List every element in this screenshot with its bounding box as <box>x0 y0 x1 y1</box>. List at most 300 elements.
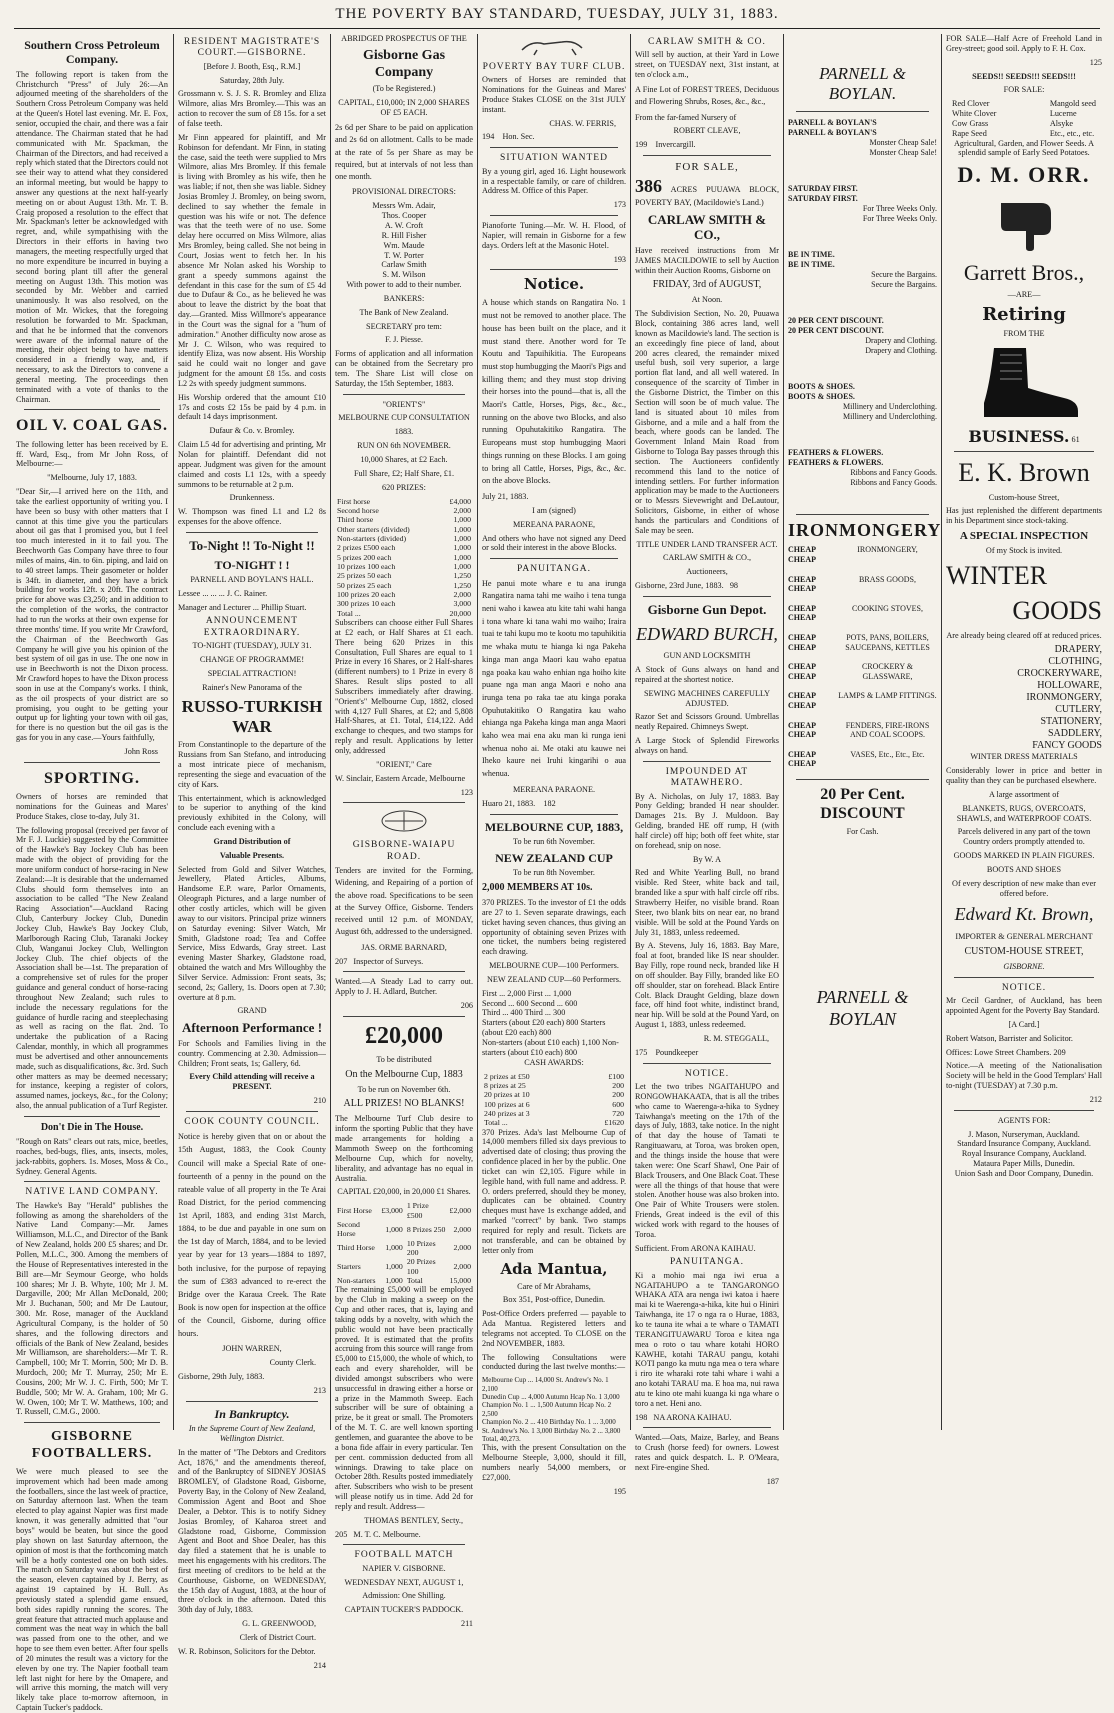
prize-row <box>335 497 473 506</box>
bankruptcy-solicitor: W. R. Robinson, Solicitors for the Debtor. <box>178 1646 316 1656</box>
orient: "ORIENT'S" <box>382 399 426 409</box>
tonight-date: TO-NIGHT (TUESDAY), JULY 31. <box>192 641 312 651</box>
court-para-4: Claim L5 4d for advertising and printing, Mr Nolan for plaintiff. Defendant did not appear. Judgment was given for the amount claimed and costs L1 12s, with a speedy summons to be returnable at 2 p.m. <box>178 440 326 489</box>
coat-of-arms-icon <box>335 808 473 834</box>
ada-body-1: 370 Prizes. Ada's last Melbourne Cup of 14,000 members filled six days previous to advertised date of closing; thus proving the confidence placed in her by the public. One ticket can win £2,105. Figure while in legible hand, with full name and address. P. O. orders preferred, should they be money, duplicates can be obtained. Country cheques must have 1s exchange added, and marked "correct" by bank. Two stamps required for reply and result. Tickets are not transferable, and can be obtained by letter only from <box>482 1127 626 1255</box>
ad-number: 210 <box>313 1096 326 1106</box>
gisborne: GISBORNE. <box>1003 961 1045 971</box>
ironmongery-row <box>788 721 937 740</box>
ironmongery-row <box>788 633 937 652</box>
sweep-line: Third ... 400 Third ... 300 <box>482 1008 566 1018</box>
panui2-signature: NA ARONA KAIHAU. <box>653 1412 732 1422</box>
notice2-body: Let the two tribes NGAITAHUPO and RONGOWHAKAATA, that is all the tribes who came to Waerenga-a-hika to Sydney Taiwhanga's meeting on the 17th of the days of July, 1883, take notice. In the night of that day the house of Tamati te Rangituawaru, at Toroa, was broken open, and the things inside the house that were taken were: One Scarf Shawl, One Pair of Black Trousers, and One Black Coat. These were all the things of that house that were stolen. Another house was also broken into. One Pair of White Trousers were stolen. Friends, Great indeed is the evil of this wicked work with regard to the houses of Toroa. <box>635 1082 779 1239</box>
sale-group <box>788 118 937 158</box>
table-cell: 8 prizes at 25 <box>484 1080 526 1090</box>
sale-headline: SATURDAY FIRST. <box>788 193 858 203</box>
ad-number: 61 <box>1071 435 1080 445</box>
agent-item: J. Mason, Nurseryman, Auckland. <box>968 1129 1080 1139</box>
table-cell: 200 <box>612 1080 624 1090</box>
carlaw2-body: Have received instructions from Mr JAMES MACILDOWIE to sell by Auction within their Auction Rooms, Gisborne on <box>635 245 779 275</box>
panui-body: He panui mote whare e tu ana irunga Rangatira nama tahi me waiho i tena tunga neni waho i kawea atu kite tahi wahi hanga i tona whare ki tana wahi mo waiho; Iraira tuai te tahi kupu mo te kootu mo tapuhikitia me whaka mutu te hianga ki nga Pakeha kinga man anga Maori kau waho epatua nga poaka kau waho enhian nga hoiho kite puane nga man anga Maori e noho ana irunga tena po raka tae atu kinga poraka Opuhutakitiko O Rangatira kau waho ehianga nga Pakeha kinga man anga Maori kaho wea mai ena aku man ki runga ieni whenua noho ai. Me otaki atu kauwe nei Iheko kaure nei Iruhi kingarihi o aua whenua. <box>482 578 626 779</box>
column-6 <box>788 34 942 1430</box>
table-cell: 10 prizes 100 each <box>337 561 396 571</box>
seed-item: Alsyke <box>1049 118 1074 128</box>
cleared: Are already being cleared off at reduced prices. <box>946 630 1102 640</box>
ad-number: 123 <box>460 787 473 797</box>
ad-number: 213 <box>313 1385 326 1395</box>
sale-subline: Drapery and Clothing. <box>865 345 937 355</box>
parcels: Parcels delivered in any part of the town Country orders promptly attended to. <box>957 827 1091 847</box>
tmc-role: M. T. C. Melbourne. <box>353 1529 421 1539</box>
total-value: £1620 <box>604 1118 624 1128</box>
heading-garrett: Garrett Bros., <box>963 259 1085 285</box>
ada-history <box>482 1376 626 1443</box>
panui2-body: Ki a mohio mai nga iwi erua a NGAITAHUPO a te TANGARONGO WHAKA ATA ara nenga iwi katoa i haere mai ki te Waerenga-a-hika, kite hui o Hiniri Taiwhanga, ite 17 o nga ra o Hurae, 1883, ko te tauna ite whai a te whare o TAMATI TERANGITUAWARU Toroa e kitea nga mea o roto o tau whare kotahi HORO KAWHE, kotahi TARAU pangu, kotahi KOTI pango ka mutu nga mea o tera whare i riro ite wharaki rote tahi whare i wahi a ano kotahi TARAU ma. E hoa ma, nui rawa atu te kino ote mahi kuanga ki nga whare o toro a net. Heni ano. <box>635 1270 779 1408</box>
sweep-lines <box>482 989 626 1058</box>
ad-number: 212 <box>1089 1094 1102 1104</box>
sufficient: Sufficient. From <box>635 1243 689 1253</box>
heading-winter: WINTER <box>946 561 1048 591</box>
top-rule <box>14 28 1100 29</box>
table-cell: 1,000 <box>453 515 471 525</box>
prize-row <box>335 581 473 590</box>
column-rule <box>783 34 784 1430</box>
sale-headline: BE IN TIME. <box>788 249 835 259</box>
seed-item: White Clover <box>952 109 997 119</box>
dont-die-body: "Rough on Rats" clears out rats, mice, beetles, roaches, bed-bugs, flies, ants, insects, moles, jack-rabbits, gophers. 1s. Moses, Moss & Co., Sydney. General Agents. <box>16 1137 168 1176</box>
sale-subline: Ribbons and Fancy Goods. <box>850 477 937 487</box>
ad-number: 209 <box>1053 1047 1066 1057</box>
ada-body-3: The following Consultations were conducted during the last twelve months:— <box>482 1352 626 1372</box>
parnell-boylan-header: PARNELL & BOYLAN. <box>819 64 906 104</box>
ironmongery-row <box>788 545 937 564</box>
fireworks: A Large Stock of Splendid Fireworks always on hand. <box>635 736 779 755</box>
oats-body: Wanted.—Oats, Maize, Barley, and Beans to Crush (horse feed) for owners. Lowest rates and quick despatch. L. P. O'Meara, next Fire-engine Shed. <box>635 1433 779 1472</box>
ad-number: 205 <box>335 1529 348 1539</box>
prize-row <box>335 534 473 543</box>
ad-number: 194 <box>482 132 495 142</box>
watson-body: Robert Watson, Barrister and Solicitor. <box>946 1033 1073 1043</box>
cheap-label <box>788 604 838 623</box>
custom-street: CUSTOM-HOUSE STREET, <box>964 945 1084 957</box>
cleave: ROBERT CLEAVE, <box>673 126 741 136</box>
carlaw-fine: A Fine Lot of FOREST TREES, Deciduous and Flowering Shrubs, Roses, &c., &c., <box>635 84 779 107</box>
director-name: Messrs Wm. Adair, <box>372 201 436 211</box>
impounded-body: By A. Nicholas, on July 17, 1883. Bay Pony Gelding; branded H near shoulder. Damages 21s. By J. Muldoon. Bay Gelding, branded HE off rump, H (with half circle) off hip; both off feet white, star on forehead, snip on nose. <box>635 791 779 850</box>
director-name: A. W. Croft <box>384 220 424 230</box>
capital: CAPITAL, £10,000; IN 2,000 SHARES OF £5 EACH. <box>338 98 470 118</box>
tmc-row <box>335 1257 473 1276</box>
nationalist-body: Notice.—A meeting of the Nationalisation Society will be held in the Good Templars' Hall to-night (TUESDAY) at 7.30 p.m. <box>946 1061 1102 1091</box>
cheap-label <box>788 750 838 769</box>
ada-address: Box 351, Post-office, Dunedin. <box>502 1295 606 1305</box>
heading-special-inspection: A SPECIAL INSPECTION <box>959 530 1089 543</box>
table-cell: 1,000 <box>453 561 471 571</box>
goods-item: DRAPERY, <box>1054 644 1102 656</box>
table-cell: 1,000 <box>385 1224 403 1234</box>
waipau-body: Tenders are invited for the Forming, Widening, and Repairing of a portion of the above road. Specifications to be seen at the Survey Office, Gisborne. Tenders received until 12 p.m. of MONDAY, August 6th, addressed to the undersigned. <box>335 865 473 937</box>
column-1 <box>16 34 168 1713</box>
cheap-word: CHEAP <box>788 613 816 623</box>
title-under: TITLE UNDER LAND TRANSFER ACT. <box>636 539 778 549</box>
table-cell: 1,000 <box>453 524 471 534</box>
heading-panui-2: PANUITANGA. <box>669 1257 745 1268</box>
goods-item: HOLLOWARE, <box>1037 680 1102 692</box>
director-name: S. M. Wilson <box>382 270 426 280</box>
mcup-sub: To be run 6th November. <box>513 836 595 846</box>
sale-subline: Secure the Bargains. <box>871 279 937 289</box>
sale-subline: For Three Weeks Only. <box>862 213 937 223</box>
gunsmith: GUN AND LOCKSMITH <box>663 651 751 661</box>
table-cell: 3,000 <box>453 599 471 609</box>
goods-item: IRONMONGERY, <box>1026 692 1102 704</box>
football-body: We were much pleased to see the improvement which had been made among the footballers, since the last week of practice, on Saturday afternoon last. When the team elected to play against Napier was first made known, it was generally admitted that "our boys" would be beaten, but since the good play shown on last Saturday afternoon, the opinion of most is that the forthcoming match will be a hotly contested one on both sides. The match on Saturday was about the best of the season, eleven captained by J. Berry, as against 19 captained by H. Bull. As previously stated a splendid game ensued, both sides rapidly running the scores. The great feature that attracted much applause and comment was the neat way in which the ball was passed from one to the other, and we hope to see them even better. After four spells of 20 minutes the result was a victory for the eleven by one try. The Napier football team left last night for here by the Omapere, and will arrive this morning, the match will very likely take place to-morrow afternoon, in Captain Tucker's paddock. <box>16 1466 168 1713</box>
prize-row <box>335 590 473 599</box>
prizes-370: 370 PRIZES. To the investor of £1 the odds are 27 to 1. Seven separate drawings, each ticket having seven chances, thus giving an opportunity of obtaining seven Prizes with one ticket, the numbers being registered each drawing. <box>482 898 626 957</box>
wednesday-next: WEDNESDAY NEXT, AUGUST 1, <box>344 1577 464 1587</box>
sale-headline: FEATHERS & FLOWERS. <box>788 457 884 467</box>
cheap-label <box>788 633 838 652</box>
notice-signature: MEREANA PARAONE, <box>512 519 596 529</box>
table-cell: 300 prizes 10 each <box>337 599 396 609</box>
captain-paddock: CAPTAIN TUCKER'S PADDOCK. <box>344 1605 464 1615</box>
cheap-word: CHEAP <box>788 662 816 672</box>
kaihau: ARONA KAIHAU. <box>690 1243 756 1253</box>
special-attraction: SPECIAL ATTRACTION! <box>207 668 297 678</box>
panui-signature: MEREANA PARAONE. <box>512 784 596 794</box>
table-cell: Non-starters <box>337 1275 376 1285</box>
cash-row <box>482 1109 626 1118</box>
goods-item: CLOTHING, <box>1048 656 1102 668</box>
seed-list-left <box>952 99 996 138</box>
history-line: Champion No. 2 ... 410 Birthday No. 1 ... 3,000 <box>482 1418 616 1427</box>
masthead: THE POVERTY BAY STANDARD, TUESDAY, JULY 31, 1883. <box>335 6 779 22</box>
bankruptcy-signature: G. L. GREENWOOD, <box>242 1619 316 1629</box>
ironmongery-list <box>788 545 937 769</box>
heading-carlaw: CARLAW SMITH & CO. <box>648 37 766 47</box>
total-value: 20,000 <box>449 608 471 618</box>
orient-address: W. Sinclair, Eastern Arcade, Melbourne <box>335 773 466 783</box>
column-5 <box>635 34 779 1486</box>
ad-number: 173 <box>613 200 626 210</box>
prize-row <box>335 562 473 571</box>
cheap-word: CHEAP <box>788 691 816 701</box>
for-sale: FOR SALE: <box>1003 85 1045 95</box>
director-name: Wm. Maude <box>383 240 425 250</box>
heading-russo-turkish-war: RUSSO-TURKISH WAR <box>181 696 323 736</box>
prizes-total <box>335 609 473 618</box>
ironmongery-item: IRONMONGERY, <box>857 545 918 555</box>
history-line: Total, 40,273. <box>482 1435 521 1444</box>
heading-panuitanga: PANUITANGA. <box>516 564 592 575</box>
at-noon: At Noon. <box>691 295 723 305</box>
column-rule <box>173 34 174 1430</box>
heading-impounded: IMPOUNDED AT MATAWHERO. <box>665 766 749 789</box>
cheap-word: CHEAP <box>788 632 816 642</box>
sweep-line: Non-starters (about £10 each) 1,100 Non-starters (about £10 each) 800 <box>482 1037 619 1057</box>
heading-20000: £20,000 <box>365 1022 443 1049</box>
heading-secretary: SECRETARY pro tem: <box>366 321 442 331</box>
sporting-para-2: The following proposal (received per favor of Mr F. J. Luckie) suggested by the Committee of the Hawke's Bay Jockey Club has been made with the object of providing for the more uniform conduct of horse-racing in New Zealand:—It is desirable that the undernamed Clubs should form themselves into an association to be called "The New Zealand Racing Association"—Auckland Racing Club, Canterbury Jockey Club, Dunedin Jockey Club, Hawke's Bay Jockey Club, Marlborough Racing Club, Taranaki Jockey Club, Wanganui Jockey Club, Wellington Jockey Club. The chief objects of the Association shall be—1st. The preparation of a comprehensive set of rules for the proper guidance and general conduct of horse-racing throughout New Zealand; such rules to include the necessary regulations for the guidance of hurdle racing and steeplechasing as well as racing on the flat. 2nd. To undertake the publication of a Racing Calendar, monthly, in which all programmes must be advertised and other announcements made, such as disqualifications, &c. 3rd. Such other matters as may be deemed necessary; for instance, keeping a register of colors, assumed names, jockeys, &c., for the Colony; also, the annual publication of a Turf Register. <box>16 825 168 1111</box>
table-cell: 2,000 <box>453 589 471 599</box>
column-4 <box>482 34 626 1496</box>
history-line: Champion No. 1 ... 1,500 Autumn Hcap No. 2 2,500 <box>482 1401 612 1418</box>
heading-tonight-2: TO-NIGHT ! ! <box>214 557 290 572</box>
boot-icon <box>964 343 1084 423</box>
court-before: [Before J. Booth, Esq., R.M.] <box>203 61 301 71</box>
ad-number: 187 <box>766 1476 779 1486</box>
heading-announcement: ANNOUNCEMENT EXTRAORDINARY. <box>203 616 301 638</box>
table-cell: Third Horse <box>337 1243 375 1253</box>
tmc-table <box>335 1201 473 1285</box>
napier-v-gisborne: NAPIER V. GISBORNE. <box>362 1563 446 1573</box>
heading-football-match: FOOTBALL MATCH <box>354 1550 454 1561</box>
heading-provisional: PROVISIONAL DIRECTORS: <box>352 187 456 197</box>
table-cell: Starters <box>337 1261 361 1271</box>
heading-ek-brown: E. K. Brown <box>958 458 1090 488</box>
orient-care: "ORIENT," Care <box>376 759 432 769</box>
agent-item: Standard Insurance Company, Auckland. <box>957 1139 1091 1149</box>
heading-ironmongery: IRONMONGERY <box>788 519 942 540</box>
consultation-year: 1883. <box>394 427 414 437</box>
bankruptcy-court: In the Supreme Court of New Zealand, Wellington District. <box>188 1424 316 1443</box>
sale-headline: PARNELL & BOYLAN'S <box>788 127 877 137</box>
secretary: F. J. Piesse. <box>385 335 423 345</box>
ada-care: Care of Mr Abrahams, <box>517 1281 591 1291</box>
rainer-panorama: Rainer's New Panorama of the <box>202 682 302 692</box>
presents-body: Selected from Gold and Silver Watches, Jewellery, Plated Articles, Albums, Handsome E.P. ware, Parlor Ornaments, Oleograph Pictures, and a large number of other costly articles, which will be given away to our visitors. Principal prize winners on Saturday evening: Silver Watch, Mr Smith, Gladstone road; Tea and Coffee Service, Miss Edwards, Gray street. Last evening Master Sharkey, Gladstone road, obtained the watch and Mrs Willoughby the Silver Service. Admission: Front seats, 3s; second, 2s; Gallery, 1s. Doors open at 7.30; overture at 8 p.m. <box>178 864 326 1002</box>
table-cell: 50 prizes 25 each <box>337 580 392 590</box>
forsale-top: FOR SALE—Half Acre of Freehold Land in Grey-street; good soil. Apply to F. H. Cox. <box>946 34 1102 53</box>
watson-office: Offices: Lowe Street Chambers. <box>946 1047 1052 1057</box>
abridged-prospectus: ABRIDGED PROSPECTUS OF THE <box>341 34 467 43</box>
ironmongery-row <box>788 691 937 710</box>
table-cell: 1,000 <box>385 1261 403 1271</box>
cheap-word: CHEAP <box>788 749 816 759</box>
heading-nz-cup: NEW ZEALAND CUP <box>495 850 613 865</box>
seeds: SEEDS!! SEEDS!!! SEEDS!!! <box>972 71 1076 81</box>
heading-edward-brown: Edward Kt. Brown, <box>954 904 1094 925</box>
cheap-label <box>788 721 838 740</box>
heading-afternoon: Afternoon Performance ! <box>181 1020 323 1036</box>
table-cell: 1,000 <box>453 552 471 562</box>
ironmongery-item: FENDERS, FIRE-IRONS AND COAL SCOOPS. <box>845 720 930 740</box>
ironmongery-item: BRASS GOODS, <box>859 574 916 584</box>
admission: Admission: One Shilling. <box>362 1591 446 1601</box>
all-prizes: ALL PRIZES! NO BLANKS! <box>343 1098 465 1110</box>
ironmongery-row <box>788 662 937 681</box>
notice-date: July 21, 1883. <box>482 491 529 501</box>
goods-item: CROCKERYWARE, <box>1017 668 1102 680</box>
sale-headline: SATURDAY FIRST. <box>788 183 858 193</box>
sale-group <box>788 184 937 224</box>
sale-headline: 20 PER CENT DISCOUNT. <box>788 325 884 335</box>
agent-item: Royal Insurance Company, Auckland. <box>961 1149 1087 1159</box>
table-cell: Non-starters (divided) <box>337 533 407 543</box>
native-land-body: The Hawke's Bay "Herald" publishes the following as among the shareholders of the Native Land Company:—Mr. James Williamson, M.L.C., and Director of the Bank of New Zealand, holds 200 £5 shares; and Dr. Pollen, M.L.C., 300. Among the members of the House of Representatives interested in the Bill are—Mr Seymour George, who holds 100 shares; Mr J. B. Whyte, 100; Mr J. M. Dargaville, 200; Mr Allan McDonald, 200; Mr J. Buchanan, 500; and Mr De Lautour, 300. Mr. Rose, manager of the Auckland Agricultural Company, is the holder of 50 shares, and the following directors and officials of the Bank of New Zealand, besides Mr Williamson, are shareholders:—Mr T. R. Campbell, 100; Mr T. Morrin, 500; Mr D. B. Murdoch, 200; Mr T. Murray, 250; Mr E. Cousins, 200; Mr W. J. C. Firth, 500; Mr T. Buddle, 500; Mr W. A. Graham, 100; Mr G. W. Owen, 100; Mr T. W. Matthews, 100; and T. Russell, C.M.G., 2000. <box>16 1200 168 1417</box>
impounded-body-3: By A. Stevens, July 16, 1883. Bay Mare, foal at foot, branded like IS near shoulder. Bay Filly, rope round neck, branded like H on off shoulder. Bay Filly, branded like EO off shoulder, star on forehead. Black Entire Colt. Black Draught Gelding, blaze down face, off hind foot white, indistinct brand, near hip. Will be sold at the Pound Yard, on August 1, 1883, unless redeemed. <box>635 941 779 1030</box>
table-cell: 8 Prizes 250 <box>406 1224 446 1234</box>
steggall: R. M. STEGGALL, <box>703 1033 769 1043</box>
goods-item: CUTLERY, <box>1055 704 1102 716</box>
cheap-word: CHEAP <box>788 545 816 555</box>
cheap-word: CHEAP <box>788 720 816 730</box>
table-cell: Total <box>406 1275 423 1285</box>
column-2 <box>178 34 326 1670</box>
oil-letter: "Dear Sir,—I arrived here on the 11th, and take the earliest opportunity of writing you. I have been so busy with other matters that I cannot at this time give you the particulars about oil gas that I promised you, but I feel too much interested in it to fail you. The Beechworth Gas Company have three to four miles of mains, 4in. to 6in. piping, and laid on to 40 street lamps. Their gasometer or holder is 34ft. in diameter, and they have a brick building for works 12ft. x 20ft. The contract price for above was £3,250; and in addition to the completion of the works, the contractor had to run the works at their own expense for three months' time. If you write Mr Crawford, the Chairman of the Beechworth Gas Company he will give you his opinion of the best system of oil gas in use. The one now in use in Beechworth is not the Dixon process. Mr Crawford hopes to have the Dixon process soon in use at the Company's works. I think, as the oil prospects of your district are so promising, you ought to be getting your output up for lighting your town with oil gas, for there is no question but the oil gas is the gas for you in any case.—Yours faithfully, <box>16 487 168 743</box>
ad-number: 195 <box>613 1486 626 1496</box>
tmc-body: The Melbourne Turf Club desire to inform the sporting Public that they have made arrangements for holding a Mammoth Sweep on the forthcoming Melbourne Cup, which for novelty, liberality, and advantage has no equal in Australia. <box>335 1114 473 1183</box>
carlaw-3: CARLAW SMITH & CO., <box>662 553 752 563</box>
seed-item: Red Clover <box>952 99 990 109</box>
prize-row <box>335 599 473 608</box>
table-cell: £2,000 <box>449 1205 471 1215</box>
heading-dm-orr: D. M. ORR. <box>957 162 1091 188</box>
seed-item: Rape Seed <box>952 128 987 138</box>
subscribers-body: Subscribers can choose either Full Shares at £2 each, or Half Shares at £1 each. There being 620 Prizes in this Consultation, Full Shares are equal to 1 Prize in every 16 Shares, or 2 Half-shares (different numbers) to 1 Prize in every 8 Shares. Result slips posted to all Subscribers immediately after drawing. "Orient's" Melbourne Cup, 1882, closed with 4,127 Full Shares, at £2; and 5,808 Half-Shares, at £1. Total, £14,122. Add exchange to cheques, and two stamps for reply and result. Applications by letter only, addressed <box>335 618 473 755</box>
cash-row <box>482 1072 626 1081</box>
ironmongery-item: COOKING STOVES, <box>852 603 923 613</box>
sale-subline: Millinery and Underclothing. <box>843 411 937 421</box>
court-para-2: Mr Finn appeared for plaintiff, and Mr Robinson for defendant. Mr Finn, in stating the case, said the teeth were supplied to Mrs Wilmore, alias Mrs Bromley. If this female is living with Bromley as his wife, then he was liable; if not, then she was liable. Sidney Josias Bromley J. Bromley, on being sworn, declined to say whether the female in question was his wife or not. The defence was that the teeth were of no use. Some delay here occurred on Miss Wilmore, alias Mrs Bromley, being called. She not being in Court, Josias went to fetch her. In his absence Mr Nolan asked his Worship to grant a speedy summons against the defendant in this case for the sum of £5 4d due to Dufaur & Co., as he believed he was about to leave the district by the boat that day.—Granted. Miss Willmore's appearance in the Court was the signal for a "hum of admiration." Another difficulty now arose as Mr J. C. Wilson, who was required to identify Eliza, was now absent. His Worship said he could wait no longer and gave judgment for the amount £8 15s. and costs L2 2s with speedy judgment summons. <box>178 132 326 388</box>
heading-waipau-road: GISBORNE-WAIAPU ROAD. <box>352 840 456 862</box>
heading-oil-gas: OIL V. COAL GAS. <box>16 417 168 435</box>
turf-body: Owners of Horses are reminded that Nominations for the Guineas and Mares' Produce Stakes CLOSE on the 31st JULY instant. <box>482 75 626 114</box>
sale-subline: Monster Cheap Sale! <box>869 137 937 147</box>
heading-gun-depot: Gisborne Gun Depot. <box>647 602 767 618</box>
ad-number: 211 <box>461 1619 473 1629</box>
ad-number: 206 <box>460 1001 473 1011</box>
hall-name: PARNELL AND BOYLAN'S HALL. <box>190 574 314 584</box>
council-clerk: County Clerk. <box>269 1358 316 1368</box>
sweep-heading-1: MELBOURNE CUP—100 Performers. <box>489 961 619 971</box>
column-rule <box>330 34 331 1430</box>
table-cell: 15,000 <box>449 1275 471 1285</box>
sale-headline: PARNELL & BOYLAN'S <box>788 117 877 127</box>
waipau-role: Inspector of Surveys. <box>353 956 424 966</box>
seed-item: Lucerne <box>1049 109 1077 119</box>
column-3 <box>335 34 473 1629</box>
agri: Agricultural, Garden, and Flower Seeds. A splendid sample of Early Seed Potatoes. <box>953 138 1095 158</box>
prize-row <box>335 515 473 524</box>
impounded-wa: By W. A <box>693 854 721 864</box>
heading-ada-mantua: Ada Mantua, <box>500 1259 608 1278</box>
history-line: St. Andrew's No. 1 3,000 Birthday No. 2 ... 3,800 <box>482 1426 621 1435</box>
entertainment-body: This entertainment, which is acknowledged to be superior to anything of the kind previously exhibited in the Colony, will conclude each evening with a <box>178 793 326 833</box>
goods-list <box>946 644 1102 752</box>
from-the: FROM THE <box>1003 329 1045 339</box>
heading-notice-3: NOTICE. <box>1001 982 1047 993</box>
cash-row <box>482 1090 626 1099</box>
table-cell: £100 <box>608 1071 624 1081</box>
ironmongery-item: LAMPS & LAMP FITTINGS. <box>838 691 937 701</box>
acres-text: ACRES PUUAWA BLOCK, POVERTY BAY, (Macildowie's Land.) <box>635 185 779 207</box>
table-cell: Third horse <box>337 515 374 525</box>
table-cell: £4,000 <box>449 496 471 506</box>
table-cell: Other starters (divided) <box>337 524 410 534</box>
ironmongery-item: CROCKERY & GLASSWARE, <box>861 662 914 681</box>
boots-body: Of every description of new make than ever offered before. <box>952 878 1096 898</box>
bankruptcy-body: In the matter of "The Debtors and Creditors Act, 1876," and the amendments thereof, and of the Bankruptcy of SIDNEY JOSIAS BROMLEY, of Gladstone Road, Gisborne, Poverty Bay, in the Colony of New Zealand, Commission Agent and Boot and Shoe Dealer, a Debtor. This is to notify Sidney Josias Bromley, of Kaharoa street and Gladstone road, Gisborne, Commission Agent and Boot and Shoe Dealer, has this day filed a statement that he is unable to meet his engagements with his creditors. The first meeting of creditors to be held at the Courthouse, Gisborne, on WEDNESDAY, the 15th day of August, 1883, at the hour of three o'clock in the afternoon. Dated this 30th day of July, 1883. <box>178 1447 326 1615</box>
table-cell: 25 prizes 50 each <box>337 571 392 581</box>
sporting-para-1: Owners of horses are reminded that nominations for the Guineas and Mares' Produce Stakes, close to-day, July 31. <box>16 792 168 821</box>
ad-number: 175 <box>635 1047 648 1057</box>
for-cash: For Cash. <box>846 827 879 837</box>
sale-group <box>788 448 937 488</box>
edward-burch: EDWARD BURCH, <box>636 623 778 644</box>
heading-for-sale: FOR SALE, <box>675 161 739 174</box>
run-on: RUN ON 6th NOVEMBER. <box>357 441 451 451</box>
prize-row <box>335 543 473 552</box>
tmc-row <box>335 1220 473 1239</box>
heading-gas-company: Gisborne Gas Company <box>362 47 446 80</box>
cheap-word: CHEAP <box>788 574 816 584</box>
tmc-row <box>335 1276 473 1285</box>
table-cell: 5 prizes 200 each <box>337 552 392 562</box>
table-cell: 2,000 <box>453 1261 471 1271</box>
notice-signed: I am (signed) <box>532 505 576 515</box>
cheap-word: CHEAP <box>788 671 816 681</box>
turf-signature: CHAS. W. FERRIS, <box>549 118 616 128</box>
sale-group <box>788 250 937 290</box>
cheap-word: CHEAP <box>788 603 816 613</box>
heading-turf-club: POVERTY BAY TURF CLUB. <box>482 61 626 72</box>
tmc-row <box>335 1201 473 1220</box>
sale-subline: Ribbons and Fancy Goods. <box>850 467 937 477</box>
court-case-2: Dufaur & Co. v. Bromley. <box>209 426 295 436</box>
change-programme: CHANGE OF PROGRAMME! <box>199 655 305 665</box>
card: [A Card.] <box>1008 1019 1040 1029</box>
column-rule <box>477 34 478 1430</box>
table-cell: 20 prizes at 10 <box>484 1090 530 1100</box>
notice-body: A house which stands on Rangatira No. 1 must not be removed to another place. The house has been built on the place, and it must stand there. Another word for Te Koutu and Tapuihikitia. The Europeans must stop humbugging the Maori's Pigs and killing them; and they must stop driving their horses into the pound—that is, all the Maori's Cattle, Horses, Pigs, &c., &c., running on the above two Blocks, and also running Opuhutakitiko Rangatira. The Europeans must stop humbugging Maori things running on these Blocks. I am going to bring all Cattle, Horses, Pigs, &c., &c. on the above Blocks. <box>482 298 626 486</box>
heading-bankers: BANKERS: <box>383 293 425 303</box>
carlaw-date: Gisborne, 23rd June, 1883. <box>635 581 724 591</box>
table-cell: £3,000 <box>381 1205 403 1215</box>
prizes-table <box>335 497 473 609</box>
table-cell: 1 Prize £500 <box>406 1201 429 1220</box>
table-cell: 2,000 <box>453 1243 471 1253</box>
ironmongery-row <box>788 750 937 769</box>
director-name: R. Hill Fisher <box>381 230 427 240</box>
table-cell: 100 prizes at 6 <box>484 1099 530 1109</box>
poundkeeper: Poundkeeper <box>655 1047 699 1057</box>
grand-distribution: Grand Distribution of <box>213 836 291 846</box>
council-signature: JOHN WARREN, <box>222 1344 282 1354</box>
agents-heading: AGENTS FOR: <box>997 1115 1051 1125</box>
cash-row <box>482 1081 626 1090</box>
heading-court: RESIDENT MAGISTRATE'S COURT.—GISBORNE. <box>183 37 321 59</box>
sale-subline: Monster Cheap Sale! <box>869 147 937 157</box>
cheap-label <box>788 575 838 594</box>
history-line: Melbourne Cup ... 14,000 St. Andrew's No. 1 2,100 <box>482 1376 609 1393</box>
tmc-row <box>335 1239 473 1258</box>
court-date: Saturday, 28th July. <box>219 75 285 85</box>
razor: Razor Set and Scissors Ground. Umbrellas neatly Repaired. Chimneys Swept. <box>635 712 779 732</box>
goods-item: STATIONERY, <box>1040 716 1102 728</box>
cheap-word: CHEAP <box>788 584 816 594</box>
ad-number: 98 <box>729 581 739 591</box>
gardner-body: Mr Cecil Gardner, of Auckland, has been appointed Agent for the Poverty Bay Standard. <box>946 996 1102 1015</box>
history-line: Dunedin Cup ... 4,000 Autumn Hcap No. 1 3,000 <box>482 1393 620 1402</box>
sweep-heading-2: NEW ZEALAND CUP—60 Performers. <box>486 974 621 984</box>
carlaw-body: Will sell by auction, at their Yard in Lowe street, on TUESDAY next, 31st instant, at ten o'clock a.m., <box>635 50 779 80</box>
cash-total <box>482 1118 626 1127</box>
sale-headline: BE IN TIME. <box>788 259 835 269</box>
table-cell: 1,000 <box>385 1275 403 1285</box>
table-cell: 1,250 <box>453 571 471 581</box>
heading-carlaw-2: CARLAW SMITH & CO., <box>647 211 767 243</box>
